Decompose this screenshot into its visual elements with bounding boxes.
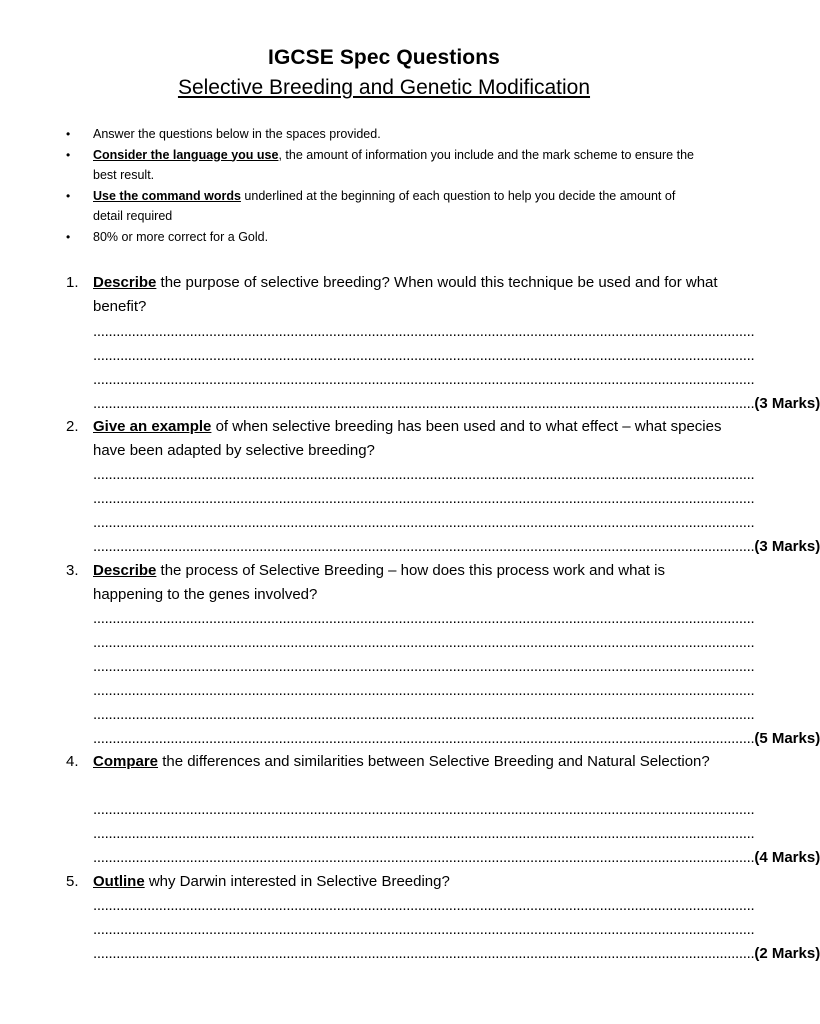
answer-area-4[interactable] — [93, 798, 820, 870]
question-body: the purpose of selective breeding? When would this technique be used and for what benefit? — [93, 274, 718, 315]
answer-line[interactable]: ........................................................................................................................................................................... — [93, 466, 755, 483]
instruction-item — [66, 227, 706, 248]
instruction-item — [66, 124, 706, 145]
instruction-item — [66, 145, 706, 186]
instruction-text: , the amount of information you include and the mark scheme to ensure the best result. — [93, 147, 694, 182]
command-word: Describe — [93, 274, 157, 291]
question-number: 1. — [66, 274, 79, 291]
answer-line-final[interactable] — [93, 535, 820, 559]
bullet-icon: • — [66, 188, 71, 203]
answer-line[interactable]: ........................................................................................................................................................................... — [93, 825, 755, 842]
question-text — [66, 415, 726, 463]
question-body: the differences and similarities between Selective Breeding and Natural Selection? — [158, 753, 710, 770]
command-word: Give an example — [93, 418, 212, 435]
instruction-emphasis: Consider the language you use — [93, 147, 279, 162]
answer-line[interactable]: ........................................................................................................................................................................... — [93, 921, 755, 938]
bullet-icon: • — [66, 229, 71, 244]
marks-label: (3 Marks) — [754, 538, 820, 555]
answer-line-final[interactable] — [93, 846, 820, 870]
answer-line[interactable]: ........................................................................................................................................................................... — [93, 801, 755, 818]
instruction-item — [66, 186, 706, 227]
answer-line[interactable]: ........................................................................................................................................................................... — [93, 658, 755, 675]
answer-line[interactable]: ........................................................................................................................................................................... — [93, 897, 755, 914]
answer-line-final[interactable] — [93, 392, 820, 416]
answer-line[interactable]: ........................................................................................................................................................................... — [93, 347, 755, 364]
instructions-list — [66, 124, 706, 247]
question-number: 5. — [66, 873, 79, 890]
marks-label: (5 Marks) — [754, 730, 820, 747]
question-text — [66, 750, 726, 774]
command-word: Describe — [93, 562, 157, 579]
answer-line[interactable]: ........................................................................................................................................................................... — [93, 682, 755, 699]
instruction-emphasis: Use the command words — [93, 188, 241, 203]
answer-line[interactable]: ........................................................................................................................................................................... — [93, 634, 755, 651]
answer-line[interactable]: ........................................................................................................................................................................... — [93, 706, 755, 723]
question-2 — [66, 415, 726, 463]
question-3 — [66, 559, 726, 607]
question-body: of when selective breeding has been used and to what effect – what species have been adapted by selective breeding? — [93, 418, 722, 459]
answer-dots: ........................................................................................................................................................................... — [93, 538, 755, 555]
answer-line[interactable]: ........................................................................................................................................................................... — [93, 371, 755, 388]
bullet-icon: • — [66, 147, 71, 162]
instruction-text: Answer the questions below in the spaces provided. — [93, 127, 381, 141]
answer-line[interactable]: ........................................................................................................................................................................... — [93, 323, 755, 340]
answer-line[interactable]: ........................................................................................................................................................................... — [93, 514, 755, 531]
command-word: Outline — [93, 873, 145, 890]
marks-label: (2 Marks) — [754, 945, 820, 962]
marks-label: (4 Marks) — [754, 849, 820, 866]
page-title: IGCSE Spec Questions — [268, 46, 500, 69]
question-text — [66, 271, 726, 319]
answer-line-final[interactable] — [93, 727, 820, 751]
answer-line[interactable]: ........................................................................................................................................................................... — [93, 610, 755, 627]
question-4 — [66, 750, 726, 774]
answer-dots: ........................................................................................................................................................................... — [93, 395, 755, 412]
answer-dots: ........................................................................................................................................................................... — [93, 945, 755, 962]
question-number: 4. — [66, 753, 79, 770]
bullet-icon: • — [66, 127, 71, 141]
answer-area-3[interactable] — [93, 607, 820, 751]
question-text — [66, 559, 726, 607]
question-1 — [66, 271, 726, 319]
answer-dots: ........................................................................................................................................................................... — [93, 730, 755, 747]
question-body: the process of Selective Breeding – how does this process work and what is happening to the genes involved? — [93, 562, 665, 603]
question-body: why Darwin interested in Selective Breeding? — [144, 873, 450, 890]
page-subtitle: Selective Breeding and Genetic Modification — [177, 76, 591, 99]
marks-label: (3 Marks) — [754, 395, 820, 412]
command-word: Compare — [93, 753, 159, 770]
instruction-text: underlined at the beginning of each question to help you decide the amount of detail required — [93, 188, 676, 223]
answer-area-5[interactable] — [93, 894, 820, 966]
question-number: 3. — [66, 562, 79, 579]
answer-line[interactable]: ........................................................................................................................................................................... — [93, 490, 755, 507]
answer-area-2[interactable] — [93, 463, 820, 559]
question-number: 2. — [66, 418, 79, 435]
answer-line-final[interactable] — [93, 942, 820, 966]
answer-area-1[interactable] — [93, 320, 820, 416]
instruction-text: 80% or more correct for a Gold. — [93, 229, 269, 244]
question-5 — [66, 870, 726, 894]
answer-dots: ........................................................................................................................................................................... — [93, 849, 755, 866]
question-text — [66, 870, 726, 894]
